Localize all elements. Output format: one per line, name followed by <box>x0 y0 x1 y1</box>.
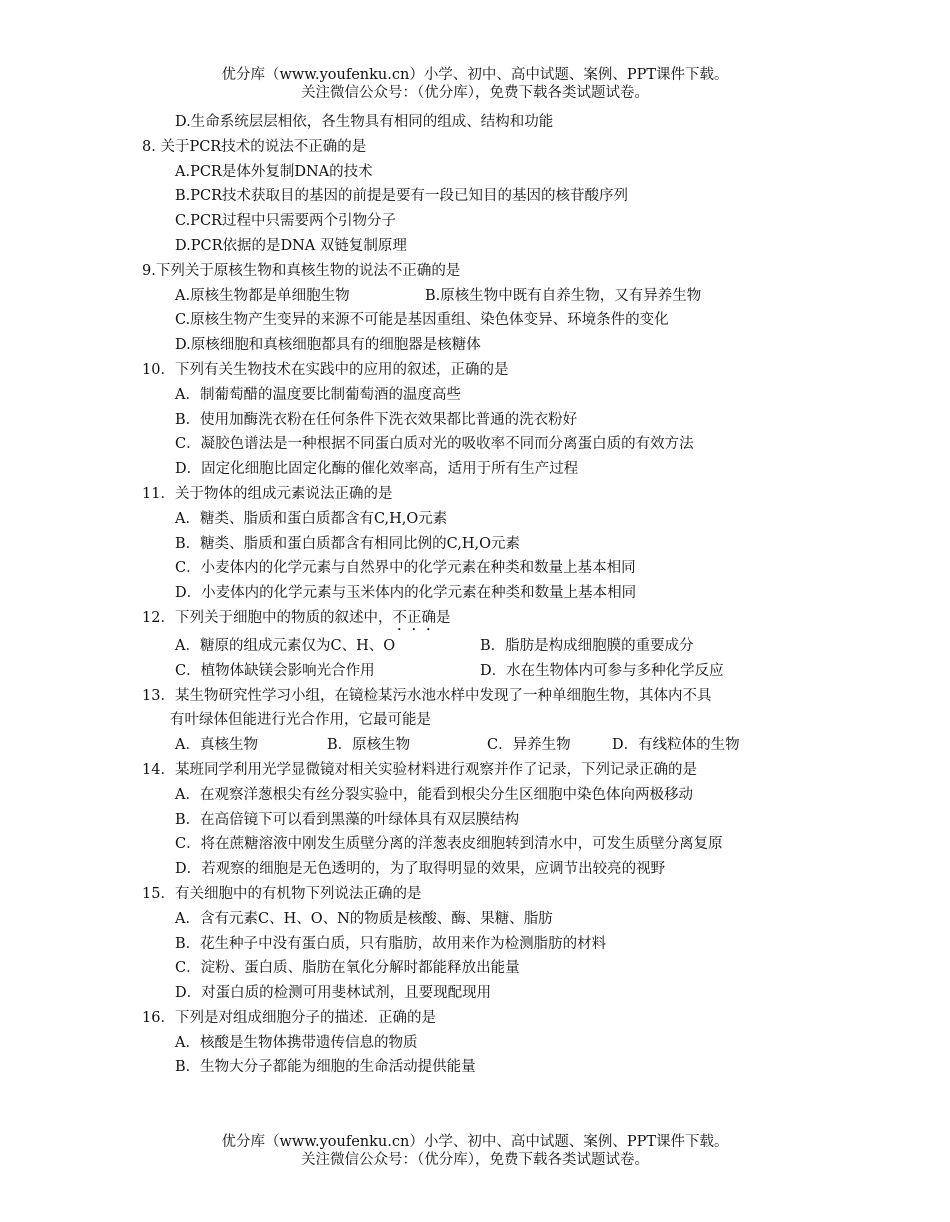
q8-option-b: B.PCR技术获取目的基因的前提是要有一段已知目的基因的核苷酸序列 <box>175 188 629 205</box>
q13-options <box>142 733 822 758</box>
q12-option-b: B．脂肪是构成细胞膜的重要成分 <box>480 637 694 654</box>
q16-option-a: A．核酸是生物体携带遗传信息的物质 <box>175 1034 418 1051</box>
q11-option-c: C．小麦体内的化学元素与自然界中的化学元素在种类和数量上基本相同 <box>175 560 636 577</box>
q10-stem: 10．下列有关生物技术在实践中的应用的叙述，正确的是 <box>142 361 509 378</box>
q15-option-c: C．淀粉、蛋白质、脂肪在氧化分解时都能释放出能量 <box>175 960 520 977</box>
q9-option-b: B.原核生物中既有自养生物，又有异养生物 <box>425 287 702 304</box>
q15-option-a: A．含有元素C、H、O、N的物质是核酸、酶、果糖、脂肪 <box>175 910 553 927</box>
q13-stem-line-2: 有叶绿体但能进行光合作用，它最可能是 <box>170 712 431 729</box>
q8-option-a: A.PCR是体外复制DNA的技术 <box>175 163 373 180</box>
q11-option-d: D．小麦体内的化学元素与玉米体内的化学元素在种类和数量上基本相同 <box>175 585 637 602</box>
question-list <box>142 110 822 1080</box>
q12-option-d: D．水在生物体内可参与多种化学反应 <box>480 662 724 679</box>
q8-stem: 8. 关于PCR技术的说法不正确的是 <box>142 138 367 155</box>
q14-stem: 14．某班同学利用光学显微镜对相关实验材料进行观察并作了记录，下列记录正确的是 <box>142 761 697 778</box>
footer-line-2: 关注微信公众号：（优分库），免费下载各类试题试卷。 <box>301 1152 649 1168</box>
q16-stem: 16．下列是对组成细胞分子的描述．正确的是 <box>142 1009 436 1026</box>
q13-option-d: D．有线粒体的生物 <box>612 737 740 754</box>
q12-options-cd <box>142 659 822 684</box>
q10-option-b: B．使用加酶洗衣粉在任何条件下洗衣效果都比普通的洗衣粉好 <box>175 411 578 428</box>
q10-option-a: A．制葡萄醋的温度要比制葡萄酒的温度高些 <box>175 386 461 403</box>
q8-option-c: C.PCR过程中只需要两个引物分子 <box>175 213 396 230</box>
header-line-2: 关注微信公众号：（优分库），免费下载各类试题试卷。 <box>301 85 649 101</box>
q9-option-a: A.原核生物都是单细胞生物 <box>175 287 350 304</box>
q8-option-d: D.PCR依据的是DNA 双链复制原理 <box>175 237 407 254</box>
q9-stem: 9.下列关于原核生物和真核生物的说法不正确的是 <box>142 262 461 279</box>
q12-stem-emphasis: 不正确 <box>392 609 436 626</box>
q14-option-b: B．在高倍镜下可以看到黑藻的叶绿体具有双层膜结构 <box>175 811 520 828</box>
q16-option-b: B．生物大分子都能为细胞的生命活动提供能量 <box>175 1059 476 1076</box>
q13-stem-line-1: 13．某生物研究性学习小组，在镜检某污水池水样中发现了一种单细胞生物，其体内不具 <box>142 687 712 704</box>
q15-option-d: D．对蛋白质的检测可用斐林试剂，且要现配现用 <box>175 985 492 1002</box>
q9-option-c: C.原核生物产生变异的来源不可能是基因重组、染色体变异、环境条件的变化 <box>175 312 669 329</box>
q12-options-ab <box>142 634 822 659</box>
q15-option-b: B．花生种子中没有蛋白质，只有脂肪，故用来作为检测脂肪的材料 <box>175 935 607 952</box>
q13-option-a: A．真核生物 <box>175 737 258 754</box>
q15-stem: 15．有关细胞中的有机物下列说法正确的是 <box>142 885 422 902</box>
q14-option-c: C．将在蔗糖溶液中刚发生质壁分离的洋葱表皮细胞转到清水中，可发生质壁分离复原 <box>175 836 723 853</box>
q11-option-b: B．糖类、脂质和蛋白质都含有相同比例的C,H,O元素 <box>175 535 520 552</box>
q12-option-a: A．糖原的组成元素仅为C、H、O <box>175 637 396 654</box>
q11-option-a: A．糖类、脂质和蛋白质都含有C,H,O元素 <box>175 510 448 527</box>
footer-line-1: 优分库（www.youfenku.cn）小学、初中、高中试题、案例、PPT课件下载。 <box>221 1134 729 1150</box>
q9-options-ab <box>142 284 822 309</box>
q11-stem: 11．关于物体的组成元素说法正确的是 <box>142 485 393 502</box>
q12-option-c: C．植物体缺镁会影响光合作用 <box>175 662 375 679</box>
q13-option-c: C．异养生物 <box>487 737 571 754</box>
page-header <box>0 66 950 102</box>
page-footer <box>0 1133 950 1169</box>
q13-option-b: B．原核生物 <box>327 737 411 754</box>
q10-option-d: D．固定化细胞比固定化酶的催化效率高，适用于所有生产过程 <box>175 461 579 478</box>
q12-stem-post: 是 <box>435 609 451 626</box>
q9-option-d: D.原核细胞和真核细胞都具有的细胞器是核糖体 <box>175 337 481 354</box>
q14-option-d: D．若观察的细胞是无色透明的，为了取得明显的效果，应调节出较亮的视野 <box>175 861 666 878</box>
q14-option-a: A．在观察洋葱根尖有丝分裂实验中，能看到根尖分生区细胞中染色体向两极移动 <box>175 786 693 803</box>
q12-stem <box>142 606 822 634</box>
header-line-1: 优分库（www.youfenku.cn）小学、初中、高中试题、案例、PPT课件下载。 <box>221 67 729 83</box>
q12-stem-pre: 12．下列关于细胞中的物质的叙述中， <box>142 609 393 626</box>
q7-option-d: D.生命系统层层相依，各生物具有相同的组成、结构和功能 <box>175 114 554 130</box>
q10-option-c: C．凝胶色谱法是一种根据不同蛋白质对光的吸收率不同而分离蛋白质的有效方法 <box>175 436 694 453</box>
